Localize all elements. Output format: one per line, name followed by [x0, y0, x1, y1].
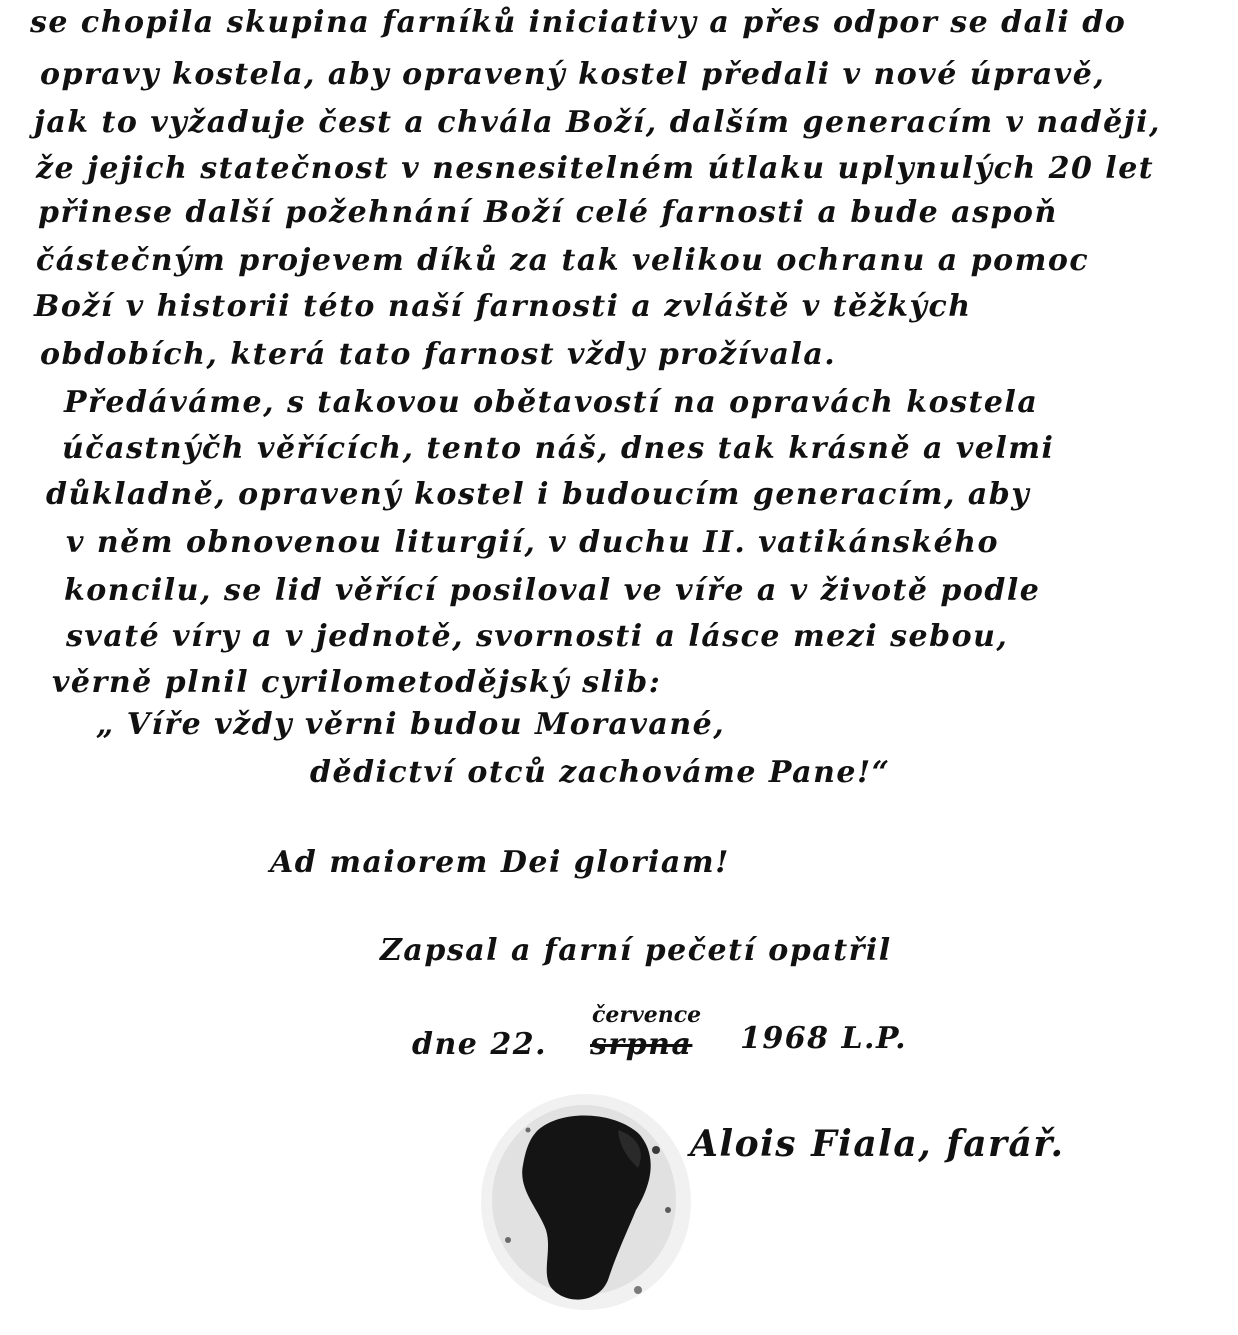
signature: Alois Fiala, farář. [690, 1123, 1065, 1165]
letter-line-2: opravy kostela, aby opravený kostel předali v nové úpravě, [40, 57, 1106, 92]
letter-line-5: přinese další požehnání Boží celé farnosti a bude aspoň [38, 195, 1058, 230]
letter-line-17: dědictví otců zachováme Pane!“ [310, 755, 891, 790]
date-correction-month: července [592, 1002, 702, 1028]
letter-line-8: obdobích, která tato farnost vždy prožívala. [40, 337, 837, 372]
letter-line-12: v něm obnovenou liturgií, v duchu II. vatikánského [66, 525, 999, 560]
letter-line-15: věrně plnil cyrilometodějský slib: [52, 665, 662, 700]
letter-line-4: že jejich statečnost v nesnesitelném útlaku uplynulých 20 let [36, 151, 1155, 186]
letter-line-1: se chopila skupina farníků iniciativy a přes odpor se dali do [30, 5, 1127, 40]
letter-line-7: Boží v historii této naší farnosti a zvláště v těžkých [34, 289, 972, 324]
date-year: 1968 L.P. [740, 1021, 908, 1056]
letter-line-6: částečným projevem díků za tak velikou ochranu a pomoc [36, 243, 1090, 278]
letter-line-11: důkladně, opravený kostel i budoucím generacím, aby [46, 477, 1031, 512]
letter-line-13: koncilu, se lid věřící posiloval ve víře a v životě podle [64, 573, 1041, 608]
date-struck-month: srpna [590, 1027, 693, 1062]
letter-line-10: účastnýčh věřících, tento náš, dnes tak krásně a velmi [62, 431, 1055, 466]
letter-line-16: „ Víře vždy věrni budou Moravané, [96, 707, 726, 742]
closing-line: Zapsal a farní pečetí opatřil [380, 933, 892, 968]
letter-line-3: jak to vyžaduje čest a chvála Boží, dalším generacím v naději, [34, 105, 1161, 140]
seal-stamp [468, 1090, 708, 1330]
motto: Ad maiorem Dei gloriam! [270, 845, 730, 880]
letter-line-9: Předáváme, s takovou obětavostí na opravách kostela [64, 385, 1039, 420]
date-prefix: dne 22. [412, 1027, 548, 1062]
letter-line-14: svaté víry a v jednotě, svornosti a lásce mezi sebou, [66, 619, 1009, 654]
